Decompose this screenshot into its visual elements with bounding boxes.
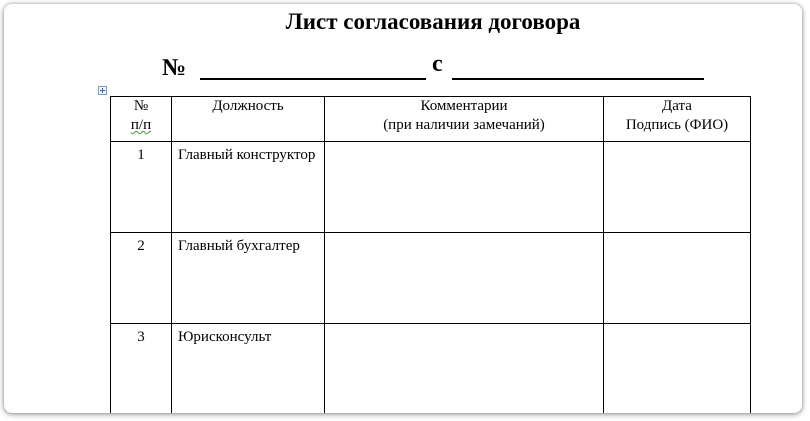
header-position: [172, 97, 325, 142]
table-row: [111, 233, 751, 324]
row-position: Юрисконсульт: [172, 324, 325, 414]
date-prefix: с: [432, 51, 443, 77]
header-number: [111, 97, 172, 142]
row-comments-cell[interactable]: [325, 142, 604, 233]
row-comments-cell[interactable]: [325, 324, 604, 414]
contract-date-field[interactable]: [452, 54, 704, 80]
header-comments-line2: (при наличии замечаний): [383, 117, 545, 133]
move-handle-icon[interactable]: [98, 86, 107, 95]
header-date-line1: Дата: [662, 98, 692, 114]
number-sign: №: [162, 55, 187, 81]
approval-table: [110, 96, 751, 413]
header-position-label: Должность: [212, 98, 284, 114]
header-number-line2: п/п: [130, 117, 152, 133]
row-number: 1: [111, 142, 172, 233]
table-row: [111, 324, 751, 414]
table-row: [111, 142, 751, 233]
header-date-line2: Подпись (ФИО): [625, 117, 729, 133]
row-number: 3: [111, 324, 172, 414]
row-comments-cell[interactable]: [325, 233, 604, 324]
row-position: Главный бухгалтер: [172, 233, 325, 324]
row-number: 2: [111, 233, 172, 324]
header-comments: [325, 97, 604, 142]
contract-number-field[interactable]: [200, 54, 426, 80]
header-comments-line1: Комментарии: [420, 98, 508, 114]
row-signature-cell[interactable]: [604, 142, 751, 233]
table-header-row: [111, 97, 751, 142]
document-title: Лист согласования договора: [285, 9, 581, 34]
document-page: [4, 4, 802, 413]
row-position: Главный конструктор: [172, 142, 325, 233]
header-number-line1: №: [133, 98, 149, 114]
row-signature-cell[interactable]: [604, 233, 751, 324]
header-date-signature: [604, 97, 751, 142]
row-signature-cell[interactable]: [604, 324, 751, 414]
